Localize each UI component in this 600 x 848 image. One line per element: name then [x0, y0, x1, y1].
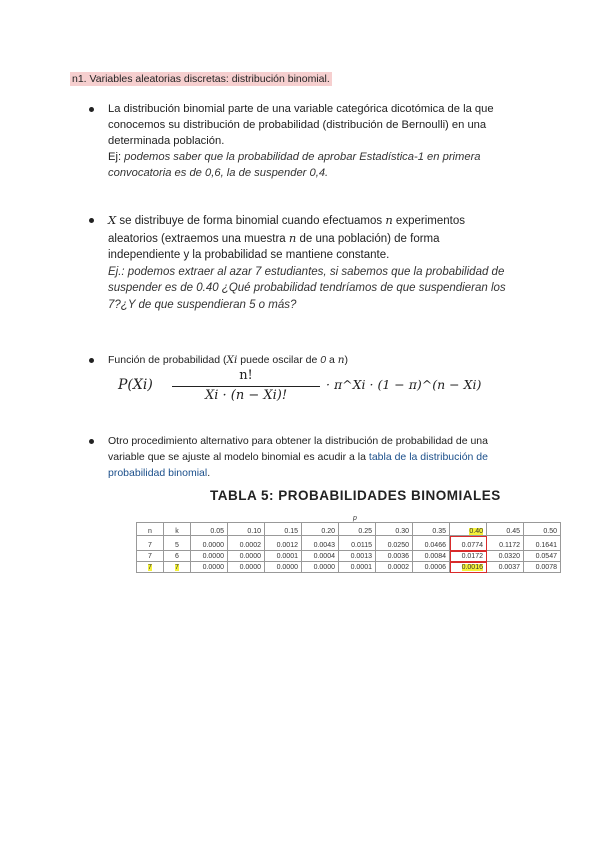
- header-p-0: 0.05: [191, 523, 228, 536]
- header-p-6: 0.35: [413, 523, 450, 536]
- variable-n: n: [385, 213, 393, 227]
- formula-rhs: · π^Xi · (1 − π)^(n − Xi): [326, 377, 482, 392]
- bullet-dot-icon: [89, 439, 94, 444]
- row0-c3: 0.0043: [302, 536, 339, 551]
- row2-c1: 0.0000: [228, 562, 265, 573]
- row0-c2: 0.0012: [265, 536, 302, 551]
- variable-xi: Xi: [226, 354, 238, 366]
- row1-c1: 0.0000: [228, 551, 265, 562]
- bullet2-line1-a: se distribuye de forma binomial cuando efectuamos: [116, 215, 386, 227]
- row0-c8: 0.1172: [487, 536, 524, 551]
- bullet1-line1: La distribución binomial parte de una variable categórica dicotómica de la que: [108, 103, 494, 115]
- row1-c5: 0.0036: [376, 551, 413, 562]
- table-row: [137, 536, 561, 551]
- bullet-dot-icon: [89, 358, 94, 363]
- header-p-8: 0.45: [487, 523, 524, 536]
- header-p-7-highlight: 0.40: [469, 528, 483, 535]
- bullet2-line2-b: de una población) de forma: [296, 232, 440, 245]
- bullet-binomial-definition: [108, 101, 528, 181]
- row0-c6: 0.0466: [413, 536, 450, 551]
- header-p-4-value: 0.25: [358, 528, 372, 535]
- row2-c7-highlight: 0.0016: [461, 563, 483, 571]
- binomial-table-link[interactable]: tabla de la distribución de: [368, 451, 488, 463]
- header-p-1: 0.10: [228, 523, 265, 536]
- bullet1-example-line2: convocatoria es de 0,6, la de suspender 0,4.: [108, 167, 329, 179]
- section-heading: n1. Variables aleatorias discretas: distribución binomial.: [72, 73, 330, 85]
- row1-c9: 0.0547: [524, 551, 561, 562]
- bullet4-line3: [108, 465, 538, 481]
- row2-k: [164, 562, 191, 573]
- bullet4-end: .: [207, 467, 211, 479]
- row1-n: 7: [137, 551, 164, 562]
- row0-c1: 0.0002: [228, 536, 265, 551]
- table-header-row: [137, 523, 561, 536]
- bullet2-example-line1: Ej.: podemos extraer al azar 7 estudiantes, si sabemos que la probabilidad de: [108, 265, 505, 278]
- row1-c3: 0.0004: [302, 551, 339, 562]
- row0-k: 5: [164, 536, 191, 551]
- fraction-bar: [172, 386, 320, 387]
- example-text: podemos saber que la probabilidad de aprobar Estadística-1 en primera: [124, 151, 481, 163]
- row2-k-highlight: 7: [175, 563, 179, 571]
- bullet1-example-line1: [108, 149, 528, 165]
- row0-c5: 0.0250: [376, 536, 413, 551]
- row0-c0: 0.0000: [191, 536, 228, 551]
- header-p-7: [450, 523, 487, 536]
- formula-fraction: [172, 368, 320, 408]
- binomial-probability-table: [136, 515, 561, 573]
- row2-c3: 0.0000: [302, 562, 339, 573]
- bullet-probability-function: [108, 352, 528, 368]
- formula-numerator: n!: [239, 368, 253, 383]
- variable-x: X: [108, 213, 117, 227]
- header-p-5: 0.30: [376, 523, 413, 536]
- bullet2-line3: independiente y la probabilidad se mantiene constante.: [108, 249, 390, 261]
- row1-c2: 0.0001: [265, 551, 302, 562]
- header-n: n: [137, 523, 164, 536]
- variable-n-2: n: [288, 230, 297, 245]
- row2-c0: 0.0000: [191, 562, 228, 573]
- row1-c6: 0.0084: [413, 551, 450, 562]
- row0-n: 7: [137, 536, 164, 551]
- bullet-dot-icon: [89, 218, 94, 223]
- header-p-2: 0.15: [265, 523, 302, 536]
- header-p-9: 0.50: [524, 523, 561, 536]
- bullet1-line3: determinada población.: [108, 135, 225, 147]
- header-p-4: [339, 515, 376, 536]
- bullet-table-alternative: [108, 433, 538, 481]
- variable-n-3: n: [337, 354, 345, 366]
- row2-n-highlight: 7: [148, 563, 152, 571]
- example-label: Ej:: [108, 151, 125, 163]
- row2-c5: 0.0002: [376, 562, 413, 573]
- bullet2-line1: [108, 212, 528, 230]
- bullet3-text-a: Función de probabilidad (: [108, 354, 227, 366]
- bullet-binomial-conditions: [108, 212, 528, 313]
- bullet2-line1-b: experimentos: [392, 215, 465, 227]
- formula-lhs: P(Xi): [118, 377, 153, 393]
- row1-c4: 0.0013: [339, 551, 376, 562]
- row1-c8: 0.0320: [487, 551, 524, 562]
- bullet2-example-line3: 7?¿Y de que suspendieran 5 o más?: [108, 298, 297, 311]
- row0-c7: 0.0774: [450, 536, 487, 551]
- row2-c9: 0.0078: [524, 562, 561, 573]
- bullet4-line2-text: variable que se ajuste al modelo binomial es acudir a la: [108, 451, 369, 463]
- header-p-3: 0.20: [302, 523, 339, 536]
- bullet4-line1: Otro procedimiento alternativo para obtener la distribución de probabilidad de una: [108, 435, 488, 447]
- bullet3-text-c: a: [326, 354, 338, 366]
- p-label: p: [353, 515, 357, 522]
- row2-c7: [450, 562, 487, 573]
- bullet-dot-icon: [89, 107, 94, 112]
- table-row: [137, 551, 561, 562]
- bullet3-text-b: puede oscilar de: [237, 354, 321, 366]
- row1-c0: 0.0000: [191, 551, 228, 562]
- row2-n: [137, 562, 164, 573]
- binomial-table-link-2[interactable]: probabilidad binomial: [108, 467, 208, 479]
- range-zero: 0: [320, 354, 327, 366]
- row2-c4: 0.0001: [339, 562, 376, 573]
- table-row: [137, 562, 561, 573]
- row2-c6: 0.0006: [413, 562, 450, 573]
- table-title: TABLA 5: PROBABILIDADES BINOMIALES: [210, 488, 501, 503]
- row1-k: 6: [164, 551, 191, 562]
- bullet2-line2-a: aleatorios (extraemos una muestra: [108, 232, 289, 245]
- row0-c4: 0.0115: [339, 536, 376, 551]
- bullet2-example-line2: suspender es de 0.40 ¿Qué probabilidad tendríamos de que suspendieran los: [108, 282, 506, 294]
- row2-c2: 0.0000: [265, 562, 302, 573]
- row2-c8: 0.0037: [487, 562, 524, 573]
- header-k: k: [164, 523, 191, 536]
- row0-c9: 0.1641: [524, 536, 561, 551]
- row1-c7: 0.0172: [450, 551, 487, 562]
- formula-denominator: Xi · (n − Xi)!: [204, 388, 288, 403]
- bullet3-text-d: ): [344, 354, 349, 366]
- bullet4-line2: [108, 449, 538, 465]
- bullet1-line2: conocemos su distribución de probabilidad (distribución de Bernoulli) en una: [108, 119, 487, 131]
- bullet2-line2: [108, 230, 528, 248]
